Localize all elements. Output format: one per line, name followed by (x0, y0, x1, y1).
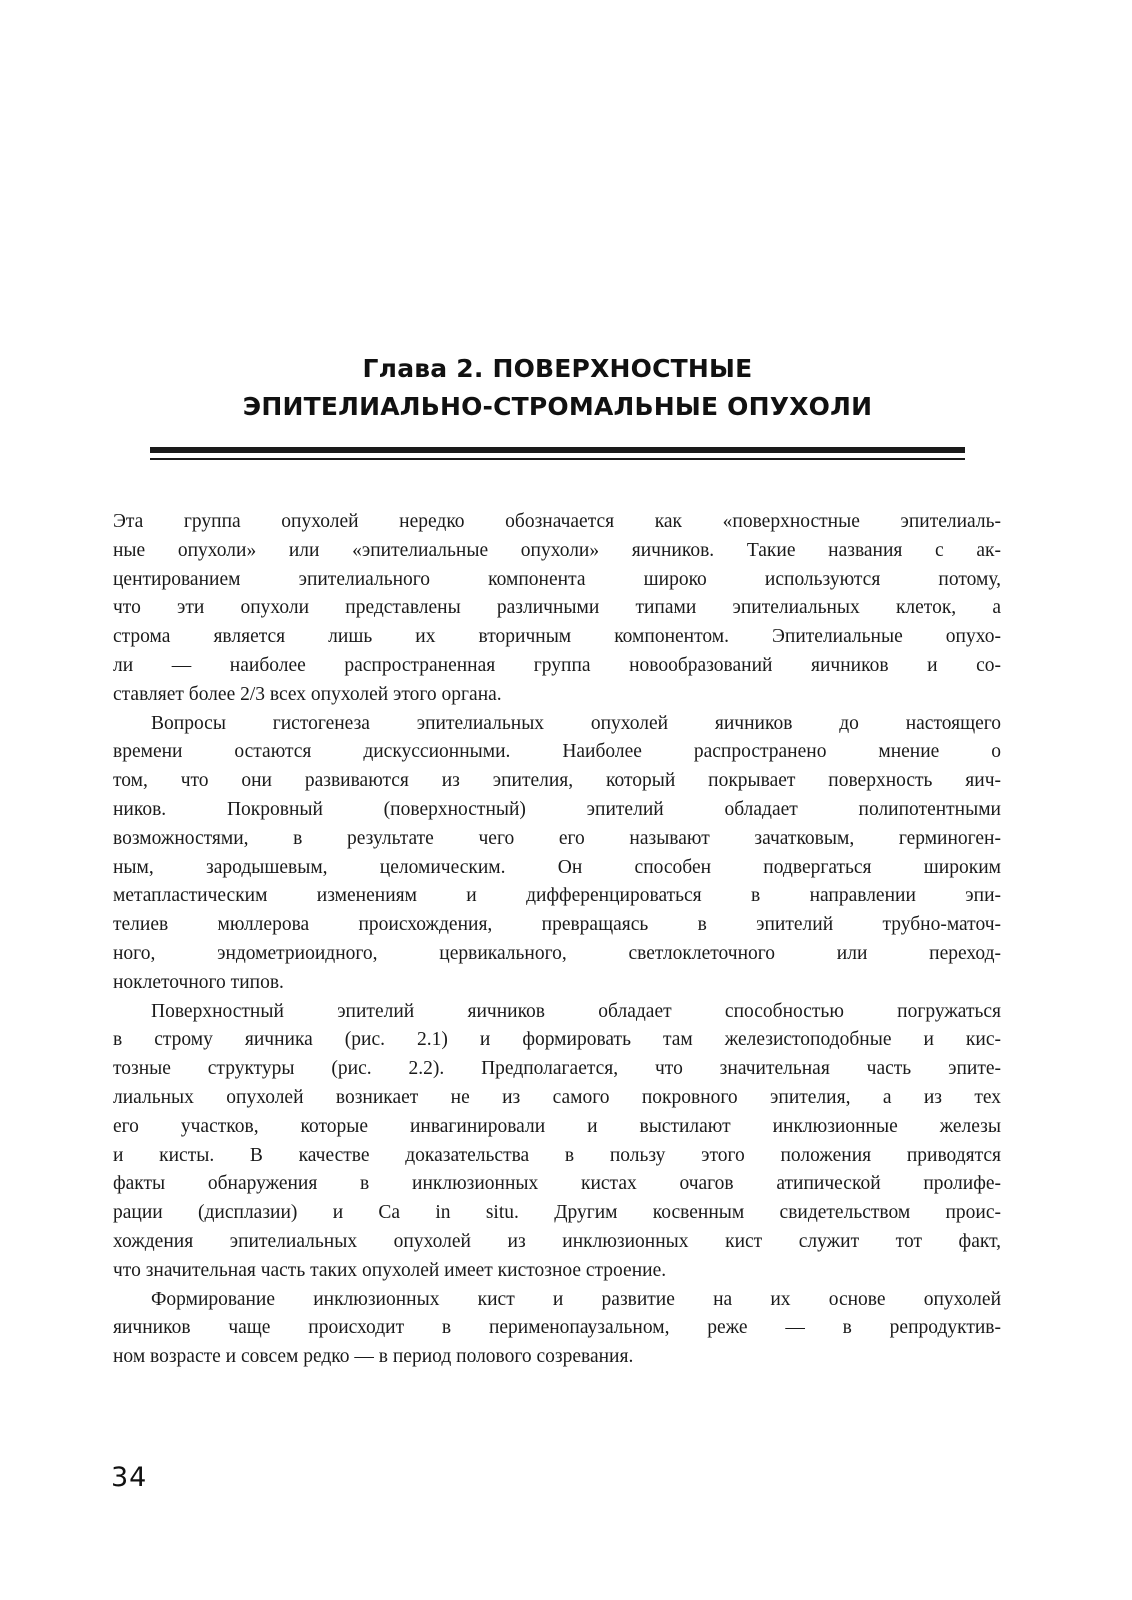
text-line: том, что они развиваются из эпителия, который покрывает поверхность яич- (113, 770, 1001, 792)
text-line: Эта группа опухолей нередко обозначается как «поверхностные эпителиаль- (113, 511, 1001, 532)
chapter-title-line-1: Глава 2. ПОВЕРХНОСТНЫЕ (362, 354, 753, 383)
paragraph-1 (113, 508, 1001, 710)
text-line: что эти опухоли представлены различными типами эпителиальных клеток, а (113, 597, 1001, 619)
text-line: факты обнаружения в инклюзионных кистах очагов атипической пролифе- (113, 1173, 1001, 1195)
text-line: ников. Покровный (поверхностный) эпителий обладает полипотентными (113, 798, 1001, 820)
title-rule-thin (150, 458, 965, 460)
text-line: телиев мюллерова происхождения, превращаясь в эпителий трубно-маточ- (113, 914, 1001, 936)
text-line: ные опухоли» или «эпителиальные опухоли» яичников. Такие названия с ак- (113, 539, 1001, 561)
text-line: ном возрасте и совсем редко — в период полового созревания. (113, 1346, 634, 1368)
text-line: ным, зародышевым, целомическим. Он способен подвергаться широким (113, 856, 1001, 878)
text-line: строма является лишь их вторичным компонентом. Эпителиальные опухо- (113, 626, 1001, 648)
paragraph-4 (113, 1286, 1001, 1372)
text-line: ли — наиболее распространенная группа новообразований яичников и со- (113, 654, 1001, 676)
chapter-title-line-2: ЭПИТЕЛИАЛЬНО-СТРОМАЛЬНЫЕ ОПУХОЛИ (242, 392, 873, 421)
text-line: возможностями, в результате чего его называют зачатковым, герминоген- (113, 827, 1001, 849)
body-text (113, 508, 1001, 1372)
text-line: Поверхностный эпителий яичников обладает способностью погружаться (151, 1000, 1001, 1022)
text-line: и кисты. В качестве доказательства в пользу этого положения приводятся (113, 1144, 1001, 1166)
page-number: 34 (111, 1462, 148, 1493)
title-rule-thick (150, 447, 965, 453)
text-line: центированием эпителиального компонента широко используются потому, (113, 568, 1001, 590)
text-line: Формирование инклюзионных кист и развитие на их основе опухолей (151, 1288, 1001, 1310)
text-line: Вопросы гистогенеза эпителиальных опухолей яичников до настоящего (151, 712, 1001, 734)
text-line: его участков, которые инвагинировали и выстилают инклюзионные железы (113, 1115, 1001, 1137)
paragraph-2 (113, 710, 1001, 998)
text-line: ного, эндометриоидного, цервикального, светлоклеточного или переход- (113, 942, 1001, 964)
text-line: лиальных опухолей возникает не из самого покровного эпителия, а из тех (113, 1086, 1001, 1108)
text-line: что значительная часть таких опухолей имеет кистозное строение. (113, 1259, 667, 1281)
text-line: метапластическим изменениям и дифференцироваться в направлении эпи- (113, 885, 1001, 907)
text-line: яичников чаще происходит в перименопаузальном, реже — в репродуктив- (113, 1317, 1001, 1339)
text-line: хождения эпителиальных опухолей из инклюзионных кист служит тот факт, (113, 1230, 1001, 1252)
text-line: рации (дисплазии) и Ca in situ. Другим косвенным свидетельством проис- (113, 1202, 1001, 1224)
chapter-title (150, 350, 965, 426)
text-line: тозные структуры (рис. 2.2). Предполагается, что значительная часть эпите- (113, 1058, 1001, 1080)
text-line: времени остаются дискуссионными. Наиболее распространено мнение о (113, 741, 1001, 763)
text-line: ставляет более 2/3 всех опухолей этого органа. (113, 683, 502, 705)
text-line: ноклеточного типов. (113, 971, 284, 993)
paragraph-3 (113, 998, 1001, 1286)
text-line: в строму яичника (рис. 2.1) и формировать там железистоподобные и кис- (113, 1029, 1001, 1051)
